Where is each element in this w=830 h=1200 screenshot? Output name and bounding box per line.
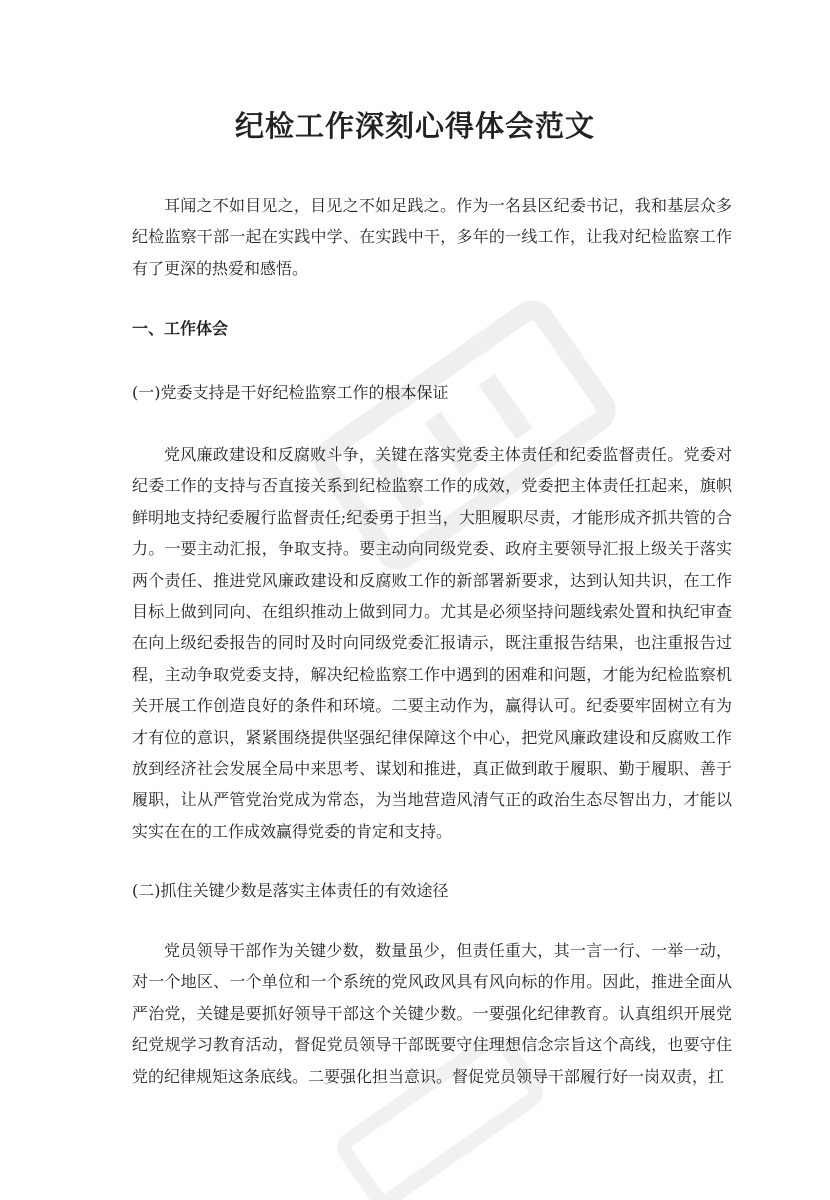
subsection-heading-1: (一)党委支持是干好纪检监察工作的根本保证 [132, 383, 449, 402]
document-title: 纪检工作深刻心得体会范文 [234, 109, 595, 143]
section-heading-work-experience: 一、工作体会 [132, 319, 229, 338]
subsection-2-paragraph: 党员领导干部作为关键少数，数量虽少，但责任重大，其一言一行、一举一动，对一个地区、一个单位和一个系统的党风政风具有风向标的作用。因此，推进全面从严治党，关键是要抓好领导干部这个关键少数。一要强化纪律教育。认真组织开展党纪党规学习教育活动，督促党员领导干部既要守住理想信念宗旨这个高线，也要守住党的纪律规矩这条底线。二要强化担当意识。督促党员领导干部履行好一岗双责，扛 [132, 941, 732, 1086]
intro-paragraph: 耳闻之不如目见之，目见之不如足践之。作为一名县区纪委书记，我和基层众多纪检监察干部一起在实践中学、在实践中干，多年的一线工作，让我对纪检监察工作有了更深的热爱和感悟。 [132, 196, 732, 278]
subsection-heading-2: (二)抓住关键少数是落实主体责任的有效途径 [132, 881, 449, 900]
subsection-1-paragraph: 党风廉政建设和反腐败斗争，关键在落实党委主体责任和纪委监督责任。党委对纪委工作的支持与否直接关系到纪检监察工作的成效，党委把主体责任扛起来，旗帜鲜明地支持纪委履行监督责任;纪委勇于担当，大胆履职尽责，才能形成齐抓共管的合力。一要主动汇报，争取支持。要主动向同级党委、政府主要领导汇报上级关于落实两个责任、推进党风廉政建设和反腐败工作的新部署新要求，达到认知共识，在工作目标上做到同向、在组织推动上做到同力。尤其是必须坚持问题线索处置和执纪审查在向上级纪委报告的同时及时向同级党委汇报请示，既注重报告结果，也注重报告过程，主动争取党委支持，解决纪检监察工作中遇到的困难和问题，才能为纪检监察机关开展工作创造良好的条件和环境。二要主动作为，赢得认可。纪委要牢固树立有为才有位的意识，紧紧围绕提供坚强纪律保障这个中心，把党风廉政建设和反腐败工作放到经济社会发展全局中来思考、谋划和推进，真正做到敢于履职、勤于履职、善于履职，让从严管党治党成为常态，为当地营造风清气正的政治生态尽智出力，才能以实实在在的工作成效赢得党委的肯定和支持。 [132, 445, 732, 841]
